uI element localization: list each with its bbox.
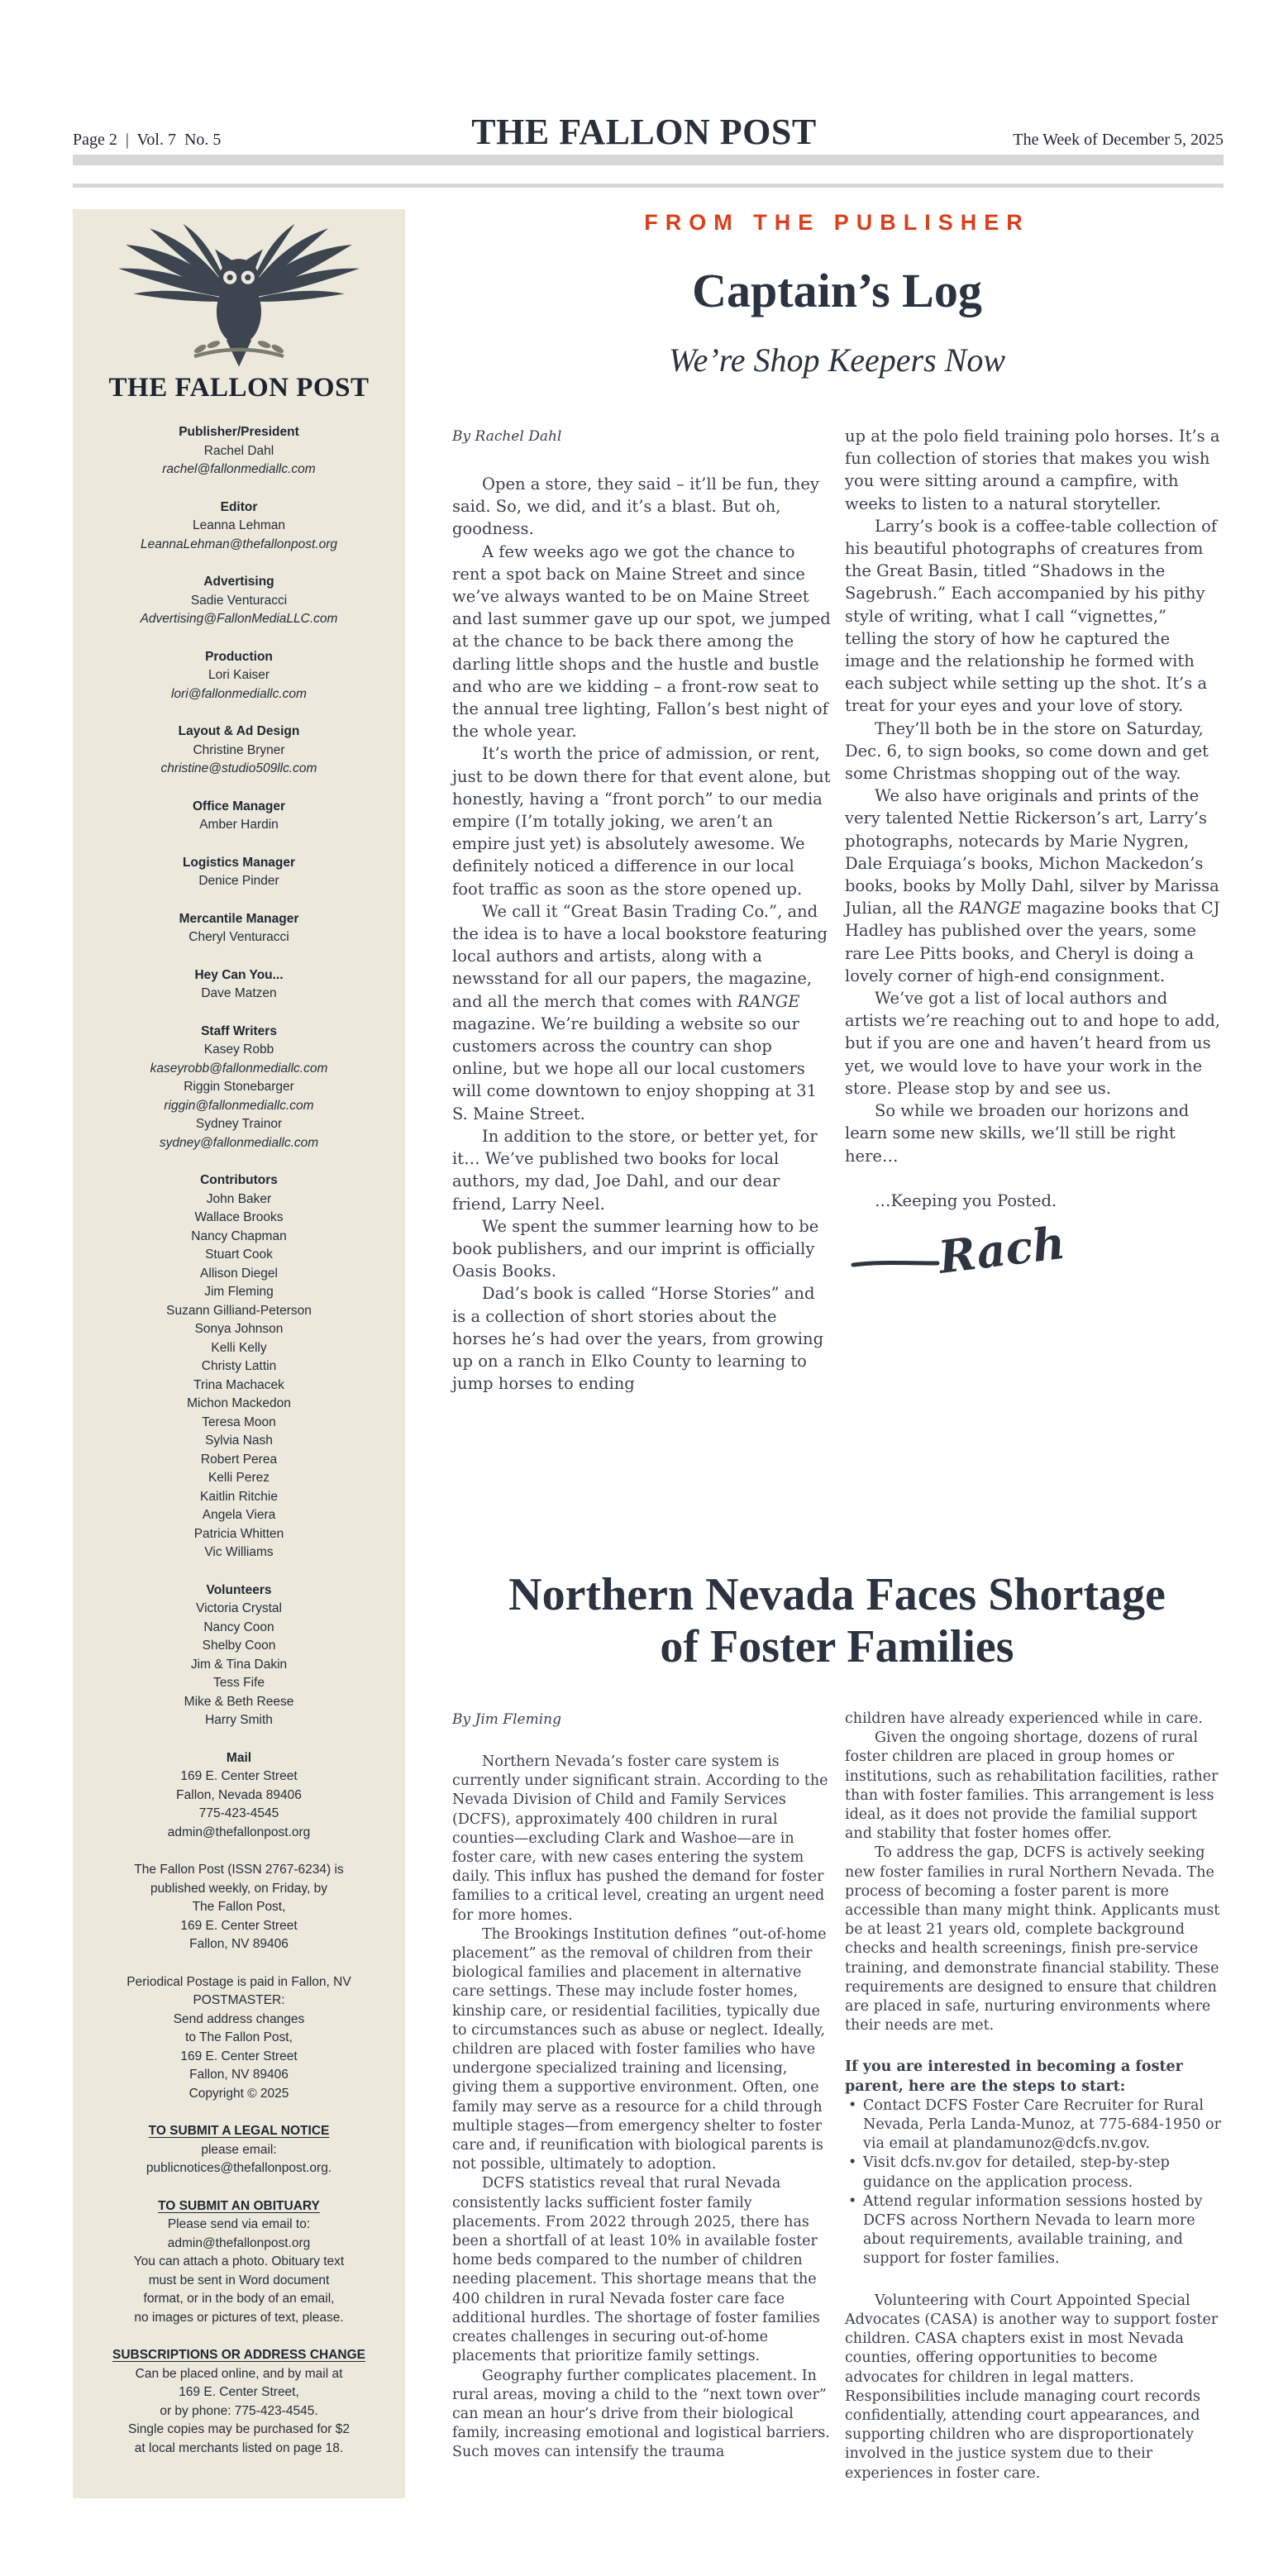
title-line-2: of Foster Families	[660, 1620, 1014, 1672]
masthead-line: Periodical Postage is paid in Fallon, NV	[126, 1974, 351, 1989]
article-paragraph: It’s worth the price of admission, or rent, just to be down there for that event alone, but honestly, having a “front porch” to our media empire (I’m totally joking, we aren’t an empire just yet) is absolutely awesome. We definitely noticed a difference in our local foot traffic as soon as the store opened up.	[452, 744, 831, 899]
masthead-line: Nancy Coon	[203, 1620, 274, 1634]
masthead-line: Shelby Coon	[202, 1639, 276, 1653]
masthead-block	[73, 1581, 405, 1730]
masthead-line: Christy Lattin	[201, 1359, 277, 1373]
article-paragraph: children have already experienced while in care.	[845, 1710, 1203, 1727]
masthead-line: Allison Diegel	[200, 1266, 278, 1281]
masthead-line: 169 E. Center Street	[180, 2049, 298, 2063]
masthead-line: Wallace Brooks	[194, 1210, 284, 1224]
masthead-line: Lori Kaiser	[208, 668, 270, 682]
issue-date: The Week of December 5, 2025	[1013, 131, 1224, 149]
masthead-line: Suzann Gilliand-Peterson	[166, 1303, 312, 1318]
masthead-heading: Mail	[226, 1750, 252, 1765]
byline-jim-fleming: By Jim Fleming	[452, 1711, 561, 1728]
masthead-line: Kaitlin Ritchie	[200, 1489, 278, 1504]
masthead-line: published weekly, on Friday, by	[150, 1881, 327, 1896]
article-column-left	[452, 1753, 831, 2463]
masthead-line: Stuart Cook	[205, 1247, 273, 1262]
article-paragraph: So while we broaden our horizons and learn some new skills, we’ll still be right here…	[845, 1101, 1190, 1166]
article-subtitle: We’re Shop Keepers Now	[669, 341, 1005, 379]
article-paragraph: In addition to the store, or better yet, for it… We’ve published two books for local authors, my dad, Joe Dahl, and our dear friend, Larry Neel.	[452, 1126, 818, 1214]
masthead-line: at local merchants listed on page 18.	[134, 2440, 344, 2455]
masthead-line: Tess Fife	[212, 1676, 265, 1690]
masthead-line: Nancy Chapman	[191, 1228, 287, 1243]
masthead-line: Kelli Perez	[208, 1471, 270, 1485]
masthead-heading: Logistics Manager	[182, 855, 296, 870]
masthead-line: Robert Perea	[200, 1452, 278, 1467]
masthead-heading: Volunteers	[206, 1582, 272, 1597]
kicker-from-the-publisher: FROM THE PUBLISHER	[644, 210, 1030, 235]
masthead-line: Fallon, Nevada 89406	[176, 1787, 302, 1802]
masthead-line: Denice Pinder	[198, 874, 279, 888]
masthead-block	[73, 648, 405, 704]
masthead-heading: Staff Writers	[201, 1023, 277, 1038]
masthead-line: kaseyrobb@fallonmediallc.com	[150, 1061, 328, 1076]
masthead-block	[73, 910, 405, 947]
masthead-heading: Editor	[220, 499, 258, 514]
masthead-block	[73, 798, 405, 835]
masthead-line: Trina Machacek	[193, 1377, 284, 1392]
masthead-heading: Layout & Ad Design	[178, 724, 300, 738]
masthead-line: 169 E. Center Street,	[179, 2385, 299, 2399]
newspaper-title: THE FALLON POST	[471, 112, 817, 152]
article-paragraph: We spent the summer learning how to be book publishers, and our imprint is officially Oasis Books.	[452, 1216, 819, 1281]
masthead-sidebar	[73, 209, 405, 2498]
masthead-line: Copyright © 2025	[188, 2086, 289, 2101]
masthead-line: LeannaLehman@thefallonpost.org	[140, 537, 338, 551]
masthead-line: Can be placed online, and by mail at	[135, 2366, 343, 2381]
masthead-line: or by phone: 775-423-4545.	[160, 2403, 318, 2418]
masthead-heading: Publisher/President	[179, 425, 299, 439]
article-column-right	[845, 1710, 1224, 2483]
masthead-block	[73, 1861, 405, 1954]
signature-dash	[853, 1262, 937, 1265]
masthead-heading: Advertising	[203, 575, 274, 589]
masthead-line: admin@thefallonpost.org	[167, 2235, 311, 2250]
masthead-line: Amber Hardin	[199, 818, 279, 832]
masthead-line: Jim & Tina Dakin	[190, 1657, 288, 1672]
masthead-line: Dave Matzen	[201, 986, 277, 1000]
masthead-heading: Hey Can You...	[194, 967, 284, 982]
masthead-block	[73, 499, 405, 555]
masthead-line: Sonya Johnson	[194, 1322, 284, 1336]
masthead-line: no images or pictures of text, please.	[134, 2310, 344, 2325]
bullet-item: • Contact DCFS Foster Care Recruiter for Rural Nevada, Perla Landa-Munoz, at 775-684-1950 or via email at plandamunoz@dcfs.nv.gov.	[845, 2097, 1224, 2154]
masthead-title: THE FALLON POST	[108, 373, 370, 403]
masthead-line: Angela Viera	[202, 1508, 276, 1522]
masthead-line: POSTMASTER:	[193, 1993, 285, 2007]
masthead-block	[73, 2122, 405, 2178]
masthead-heading: Mercantile Manager	[179, 911, 299, 926]
masthead-line: 775-423-4545	[198, 1806, 279, 1820]
masthead-block	[73, 723, 405, 779]
article-paragraph: Northern Nevada’s foster care system is currently under significant strain. According to the Nevada Division of Child and Family Services (DCFS), approximately 400 children in rural counties—excluding Clark and Washoe—are in foster care, with new cases entering the system daily. This influx has pushed the demand for foster families to a critical level, creating an urgent need for more homes.	[452, 1753, 828, 1924]
masthead-block	[73, 2197, 405, 2328]
masthead-block	[73, 2346, 405, 2458]
article-paragraph: Geography further complicates placement. In rural areas, moving a child to the “next town over” can mean an hour’s drive from their biological family, increasing emotional and logistical barriers. Such moves can intensify the trauma	[452, 2367, 830, 2461]
masthead-heading: Production	[205, 649, 273, 664]
masthead-line: Harry Smith	[205, 1713, 273, 1727]
masthead-line: Vic Williams	[204, 1545, 274, 1559]
bullet-item: • Attend regular information sessions hosted by DCFS across Northern Nevada to learn more about requirements, available training, and support for foster families.	[845, 2192, 1224, 2269]
masthead-line: christine@studio509llc.com	[160, 761, 317, 775]
masthead-line: Riggin Stonebarger	[184, 1080, 294, 1094]
bullet-item: • Visit dcfs.nv.gov for detailed, step-by-step guidance on the application process.	[845, 2154, 1224, 2192]
masthead-block	[73, 966, 405, 1004]
masthead-block	[73, 854, 405, 891]
masthead-line: Leanna Lehman	[192, 518, 286, 532]
article-column-right	[845, 425, 1224, 1295]
masthead-block	[73, 1171, 405, 1562]
masthead-line: publicnotices@thefallonpost.org.	[145, 2161, 332, 2175]
masthead-heading: TO SUBMIT A LEGAL NOTICE	[148, 2124, 330, 2138]
article-paragraph: To address the gap, DCFS is actively seeking new foster families in rural Northern Nevada. The process of becoming a foster parent is more accessible than many might think. Applicants must be at least 21 years old, complete background checks and health screenings, finish pre-service training, and demonstrate financial stability. These requirements are designed to ensure that children are placed in safe, nurturing environments where their needs are met.	[845, 1844, 1220, 2035]
article-paragraph: Volunteering with Court Appointed Special Advocates (CASA) is another way to support foster children. CASA chapters exist in most Nevada counties, offering opportunities to become advocates for children in legal matters. Responsibilities include managing court records confidentially, attending court appearances, and supporting children who are disproportionately involved in the justice system due to their experiences in foster care.	[845, 2292, 1219, 2482]
masthead-line: Rachel Dahl	[203, 443, 274, 458]
article-paragraph: We also have originals and prints of the very talented Nettie Rickerson’s art, Larry’s photographs, notecards by Marie Nygren, Dale Erquiaga’s books, Michon Mackedon’s books, books by Molly Dahl, silver by Marissa Julian, all the RANGE magazine books that CJ Hadley has published over the years, some rare Lee Pitts books, and Cheryl is doing a lovely corner of high-end consignment.	[845, 786, 1220, 985]
masthead-line: riggin@fallonmediallc.com	[164, 1098, 314, 1113]
article-paragraph: We’ve got a list of local authors and artists we’re reaching out to and hope to add, but if you are one and haven’t heard from us yet, we would love to have your work in the store. Please stop by and see us.	[845, 989, 1221, 1098]
article-paragraph: If you are interested in becoming a foster parent, here are the steps to start:	[845, 2058, 1183, 2095]
masthead-line: Sadie Venturacci	[190, 593, 288, 608]
article-paragraph: DCFS statistics reveal that rural Nevada consistently lacks sufficient foster family placements. From 2022 through 2025, there has been a shortfall of at least 10% in available foster home beds compared to the number of children needing placement. This shortage means that the 400 children in rural Nevada foster care face additional hurdles. The shortage of foster families creates challenges in securing out-of-home placements that prioritize family settings.	[452, 2175, 820, 2365]
masthead-line: Fallon, NV 89406	[189, 1937, 289, 1951]
masthead-block	[73, 1749, 405, 1843]
article-paragraph: They’ll both be in the store on Saturday, Dec. 6, to sign books, so come down and get some Christmas shopping out of the way.	[845, 718, 1209, 784]
masthead-line: Advertising@FallonMediaLLC.com	[140, 612, 338, 626]
title-line-1: Northern Nevada Faces Shortage	[508, 1569, 1166, 1620]
masthead-heading: Office Manager	[193, 799, 285, 813]
masthead-sections	[73, 423, 405, 2458]
masthead-line: The Fallon Post (ISSN 2767-6234) is	[134, 1863, 344, 1877]
masthead-line: You can attach a photo. Obituary text	[133, 2254, 345, 2268]
masthead-heading: TO SUBMIT AN OBITUARY	[158, 2198, 320, 2213]
article-paragraph: The Brookings Institution defines “out-of-home placement” as the removal of children from their biological families and placement in alternative care settings. These may include foster homes, kinship care, or residential facilities, typically due to circumstances such as abuse or neglect. Ideally, children are placed with foster families who have undergone specialized training and licensing, giving them a supportive environment. Often, one family may serve as a resource for a child through multiple stages—from emergency shelter to foster care and, if reunification with biological parents is not possible, ultimately to adoption.	[452, 1925, 827, 2173]
masthead-line: Cheryl Venturacci	[188, 930, 289, 944]
article-title-foster-families	[430, 1569, 1244, 1672]
masthead-heading: SUBSCRIPTIONS OR ADDRESS CHANGE	[112, 2348, 365, 2362]
masthead-line: Mike & Beth Reese	[184, 1694, 294, 1709]
masthead-line: format, or in the body of an email,	[143, 2292, 335, 2306]
masthead-line: Sylvia Nash	[205, 1433, 273, 1448]
masthead-line: Fallon, NV 89406	[189, 2068, 289, 2082]
masthead-line: The Fallon Post,	[192, 1900, 286, 1914]
masthead-line: Sydney Trainor	[195, 1117, 283, 1131]
masthead-line: Send address changes	[173, 2011, 305, 2026]
byline-rachel-dahl: By Rachel Dahl	[452, 428, 562, 445]
masthead-block	[73, 423, 405, 479]
masthead-block	[73, 573, 405, 629]
masthead-block	[73, 1023, 405, 1153]
signature-rach-icon	[848, 1220, 1071, 1290]
masthead-line: to The Fallon Post,	[185, 2030, 293, 2044]
masthead-line: Please send via email to:	[167, 2217, 311, 2231]
article-paragraph: Given the ongoing shortage, dozens of rural foster children are placed in group homes or institutions, such as rehabilitation facilities, rather than with foster families. This arrangement is less ideal, as it does not provide the familial support and stability that foster homes offer.	[845, 1729, 1219, 1843]
article-paragraph: Open a store, they said – it’ll be fun, they said. So, we did, and it’s a blast. But oh, goodness.	[452, 475, 819, 539]
masthead-line: Jim Fleming	[204, 1285, 274, 1299]
masthead-line: must be sent in Word document	[148, 2273, 330, 2287]
header-rule-thin	[73, 184, 1224, 188]
masthead-heading: Contributors	[200, 1173, 278, 1187]
masthead-line: Christine Bryner	[193, 742, 285, 757]
masthead-line: 169 E. Center Street	[180, 1918, 298, 1933]
masthead-line: John Baker	[206, 1191, 272, 1206]
article-paragraph: A few weeks ago we got the chance to rent a spot back on Maine Street and since we’ve always wanted to be on Maine Street and last summer gave up our spot, we jumped at the chance to be back there among the darling little shops and the hustle and bustle and who are we kidding – a front-row seat to the annual tree lighting, Fallon’s best night of the whole year.	[452, 541, 831, 742]
article-paragraph: Dad’s book is called “Horse Stories” and is a collection of short stories about the horses he’s had over the years, from growing up on a ranch in Elko County to learning to jump horses to ending	[452, 1284, 824, 1394]
masthead-line: sydney@fallonmediallc.com	[159, 1135, 319, 1150]
masthead-line: Michon Mackedon	[187, 1396, 291, 1410]
article-column-left	[452, 473, 831, 1395]
masthead-line: 169 E. Center Street	[180, 1769, 298, 1783]
masthead-line: admin@thefallonpost.org	[167, 1825, 311, 1839]
signature-text: Rach	[935, 1219, 1068, 1284]
masthead-line: please email:	[201, 2142, 277, 2157]
masthead-line: Patricia Whitten	[193, 1526, 284, 1541]
article-paragraph: Larry’s book is a coffee-table collection of his beautiful photographs of creatures from the Great Basin, titled “Shadows in the Sagebrush.” Each accompanied by his pithy style of writing, what I call “vignettes,” telling the story of how he captured the image and the relationship he formed with each subject while setting up the shot. It’s a treat for your eyes and your love of story.	[845, 516, 1218, 716]
article-paragraph: …Keeping you Posted.	[875, 1190, 1057, 1210]
header-rule-thick	[73, 155, 1224, 165]
article-title-captains-log: Captain’s Log	[692, 264, 982, 317]
masthead-line: Kasey Robb	[203, 1042, 274, 1057]
masthead-line: Single copies may be purchased for $2	[128, 2422, 350, 2436]
masthead-block	[73, 1973, 405, 2104]
masthead-line: Victoria Crystal	[196, 1601, 282, 1615]
masthead-line: Teresa Moon	[202, 1414, 276, 1429]
masthead-line: Kelli Kelly	[211, 1340, 267, 1355]
article-paragraph: up at the polo field training polo horses. It’s a fun collection of stories that makes you wish you were sitting around a campfire, with weeks to listen to a natural storyteller.	[845, 427, 1220, 513]
article-paragraph: We call it “Great Basin Trading Co.”, and the idea is to have a local bookstore featuring local authors and artists, along with a newsstand for all our papers, the magazine, and all the merch that comes with RANGE magazine. We’re building a website so our customers across the country can shop online, but we hope all our local customers will come downtown to enjoy shopping at 31 S. Maine Street.	[452, 901, 828, 1123]
masthead-line: lori@fallonmediallc.com	[171, 686, 307, 701]
masthead-line: rachel@fallonmediallc.com	[162, 462, 316, 476]
owl-logo-icon	[98, 222, 379, 371]
page-info: Page 2 | Vol. 7 No. 5	[73, 131, 222, 149]
